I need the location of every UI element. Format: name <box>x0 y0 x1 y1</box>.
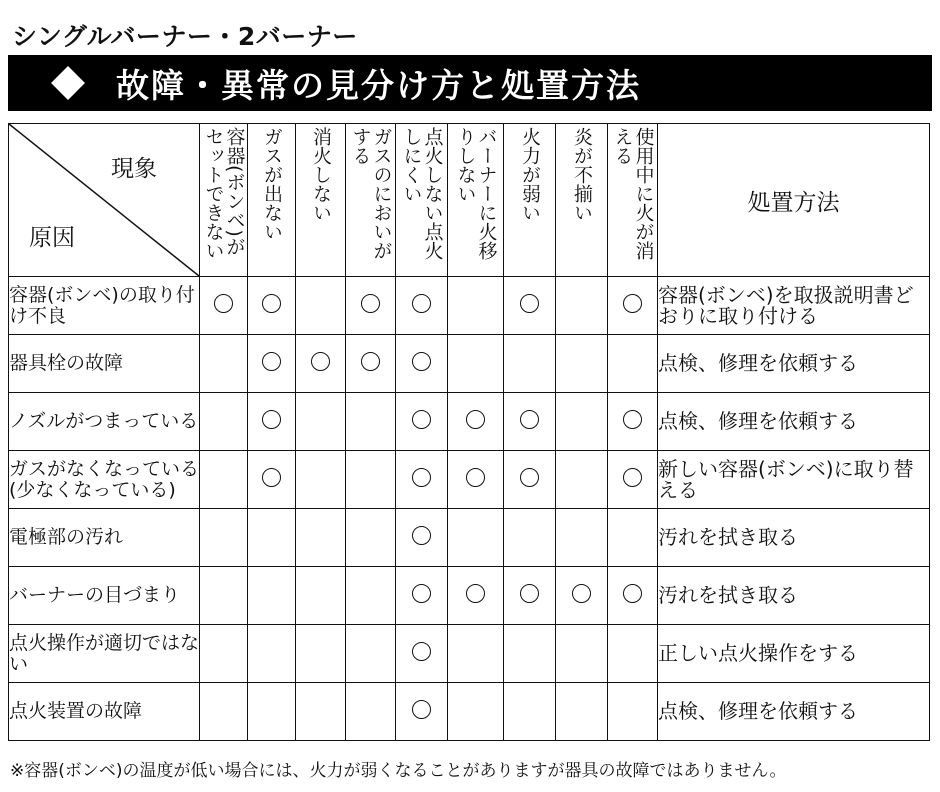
footnote: ※容器(ボンベ)の温度が低い場合には、火力が弱くなることがありますが器具の故障ではありません。 <box>10 761 787 781</box>
mark-cell <box>556 277 608 335</box>
mark-cell <box>396 277 448 335</box>
symptom-label: ガスのにおいがする <box>349 127 393 260</box>
mark-cell <box>248 509 296 567</box>
table-header-row <box>9 124 930 277</box>
cause-cell: 容器(ボンベ)の取り付け不良 <box>9 277 200 335</box>
symptom-header <box>556 124 608 277</box>
mark-cell <box>200 393 248 451</box>
symptom-label: 火力が弱い <box>519 127 541 222</box>
mark-cell <box>504 393 556 451</box>
circle-mark-icon <box>214 294 233 313</box>
table-row <box>9 393 930 451</box>
mark-cell <box>396 509 448 567</box>
mark-cell <box>556 393 608 451</box>
cause-cell: ガスがなくなっている(少なくなっている) <box>9 451 200 509</box>
mark-cell <box>556 625 608 683</box>
cause-cell: バーナーの目づまり <box>9 567 200 625</box>
mark-cell <box>296 335 346 393</box>
treatment-header: 処置方法 <box>658 124 930 277</box>
cause-label: 原因 <box>29 225 75 251</box>
treatment-cell: 新しい容器(ボンベ)に取り替える <box>658 451 930 509</box>
mark-cell <box>504 567 556 625</box>
mark-cell <box>556 451 608 509</box>
cause-cell: 器具栓の故障 <box>9 335 200 393</box>
mark-cell <box>200 509 248 567</box>
section-banner <box>8 55 932 111</box>
table-row <box>9 451 930 509</box>
mark-cell <box>448 683 504 741</box>
mark-cell <box>296 277 346 335</box>
mark-cell <box>346 625 396 683</box>
section-title: 故障・異常の見分け方と処置方法 <box>116 65 641 105</box>
mark-cell <box>296 509 346 567</box>
mark-cell <box>448 393 504 451</box>
circle-mark-icon <box>311 352 330 371</box>
mark-cell <box>608 393 658 451</box>
mark-cell <box>608 509 658 567</box>
mark-cell <box>448 335 504 393</box>
circle-mark-icon <box>262 410 281 429</box>
treatment-cell: 汚れを拭き取る <box>658 567 930 625</box>
symptom-header <box>296 124 346 277</box>
mark-cell <box>448 625 504 683</box>
cause-cell: 点火操作が適切ではない <box>9 625 200 683</box>
symptom-header <box>448 124 504 277</box>
mark-cell <box>346 567 396 625</box>
symptom-label: 消火しない <box>310 127 332 222</box>
troubleshooting-table <box>8 123 930 741</box>
mark-cell <box>504 335 556 393</box>
circle-mark-icon <box>623 294 642 313</box>
mark-cell <box>200 451 248 509</box>
mark-cell <box>608 683 658 741</box>
circle-mark-icon <box>520 584 539 603</box>
mark-cell <box>504 625 556 683</box>
mark-cell <box>504 277 556 335</box>
circle-mark-icon <box>262 468 281 487</box>
symptom-header <box>608 124 658 277</box>
circle-mark-icon <box>520 468 539 487</box>
circle-mark-icon <box>520 294 539 313</box>
mark-cell <box>608 567 658 625</box>
mark-cell <box>396 625 448 683</box>
symptom-header <box>396 124 448 277</box>
mark-cell <box>504 683 556 741</box>
mark-cell <box>448 567 504 625</box>
cause-cell: 電極部の汚れ <box>9 509 200 567</box>
mark-cell <box>248 625 296 683</box>
circle-mark-icon <box>412 468 431 487</box>
symptom-label: 点火しない点火しにくい <box>400 127 444 260</box>
mark-cell <box>200 335 248 393</box>
symptom-header <box>504 124 556 277</box>
mark-cell <box>248 567 296 625</box>
circle-mark-icon <box>623 410 642 429</box>
mark-cell <box>248 683 296 741</box>
cause-cell: ノズルがつまっている <box>9 393 200 451</box>
mark-cell <box>346 683 396 741</box>
mark-cell <box>396 335 448 393</box>
circle-mark-icon <box>262 294 281 313</box>
mark-cell <box>396 567 448 625</box>
mark-cell <box>556 509 608 567</box>
symptom-header <box>346 124 396 277</box>
mark-cell <box>346 335 396 393</box>
symptom-label: 使用中に火が消える <box>611 127 655 260</box>
table-row <box>9 683 930 741</box>
mark-cell <box>448 277 504 335</box>
symptom-header <box>200 124 248 277</box>
mark-cell <box>608 277 658 335</box>
corner-diagonal <box>9 124 199 276</box>
circle-mark-icon <box>623 584 642 603</box>
page-subtitle: シングルバーナー・2バーナー <box>12 22 358 51</box>
treatment-cell: 点検、修理を依頼する <box>658 393 930 451</box>
symptom-label: バーナーに火移りしない <box>454 127 498 260</box>
mark-cell <box>248 277 296 335</box>
treatment-cell: 汚れを拭き取る <box>658 509 930 567</box>
circle-mark-icon <box>466 468 485 487</box>
mark-cell <box>346 451 396 509</box>
mark-cell <box>200 277 248 335</box>
mark-cell <box>608 335 658 393</box>
circle-mark-icon <box>412 700 431 719</box>
circle-mark-icon <box>412 294 431 313</box>
symptom-header <box>248 124 296 277</box>
mark-cell <box>346 393 396 451</box>
mark-cell <box>504 451 556 509</box>
mark-cell <box>296 567 346 625</box>
mark-cell <box>200 625 248 683</box>
mark-cell <box>396 451 448 509</box>
circle-mark-icon <box>520 410 539 429</box>
cause-cell: 点火装置の故障 <box>9 683 200 741</box>
table-row <box>9 567 930 625</box>
mark-cell <box>296 451 346 509</box>
mark-cell <box>346 509 396 567</box>
mark-cell <box>556 683 608 741</box>
mark-cell <box>556 567 608 625</box>
symptom-label: ガスが出ない <box>261 127 283 241</box>
mark-cell <box>296 393 346 451</box>
mark-cell <box>248 451 296 509</box>
circle-mark-icon <box>572 584 591 603</box>
table-row <box>9 625 930 683</box>
circle-mark-icon <box>412 526 431 545</box>
mark-cell <box>448 509 504 567</box>
symptom-label: 容器(ボンベ)がセットできない <box>202 127 246 260</box>
circle-mark-icon <box>262 352 281 371</box>
mark-cell <box>504 509 556 567</box>
mark-cell <box>556 335 608 393</box>
treatment-cell: 点検、修理を依頼する <box>658 683 930 741</box>
corner-header <box>9 124 200 277</box>
mark-cell <box>608 451 658 509</box>
mark-cell <box>200 683 248 741</box>
table-row <box>9 509 930 567</box>
circle-mark-icon <box>412 410 431 429</box>
symptom-label: 炎が不揃い <box>571 127 593 222</box>
mark-cell <box>346 277 396 335</box>
mark-cell <box>396 393 448 451</box>
mark-cell <box>248 393 296 451</box>
circle-mark-icon <box>412 642 431 661</box>
mark-cell <box>200 567 248 625</box>
diamond-icon <box>51 66 85 100</box>
mark-cell <box>448 451 504 509</box>
mark-cell <box>608 625 658 683</box>
table-row <box>9 335 930 393</box>
mark-cell <box>296 625 346 683</box>
circle-mark-icon <box>466 410 485 429</box>
treatment-cell: 容器(ボンベ)を取扱説明書どおりに取り付ける <box>658 277 930 335</box>
circle-mark-icon <box>412 352 431 371</box>
treatment-cell: 点検、修理を依頼する <box>658 335 930 393</box>
treatment-cell: 正しい点火操作をする <box>658 625 930 683</box>
circle-mark-icon <box>623 468 642 487</box>
circle-mark-icon <box>412 584 431 603</box>
phenomenon-label: 現象 <box>111 156 157 182</box>
circle-mark-icon <box>361 352 380 371</box>
mark-cell <box>248 335 296 393</box>
circle-mark-icon <box>466 584 485 603</box>
mark-cell <box>396 683 448 741</box>
table-row <box>9 277 930 335</box>
circle-mark-icon <box>361 294 380 313</box>
mark-cell <box>296 683 346 741</box>
